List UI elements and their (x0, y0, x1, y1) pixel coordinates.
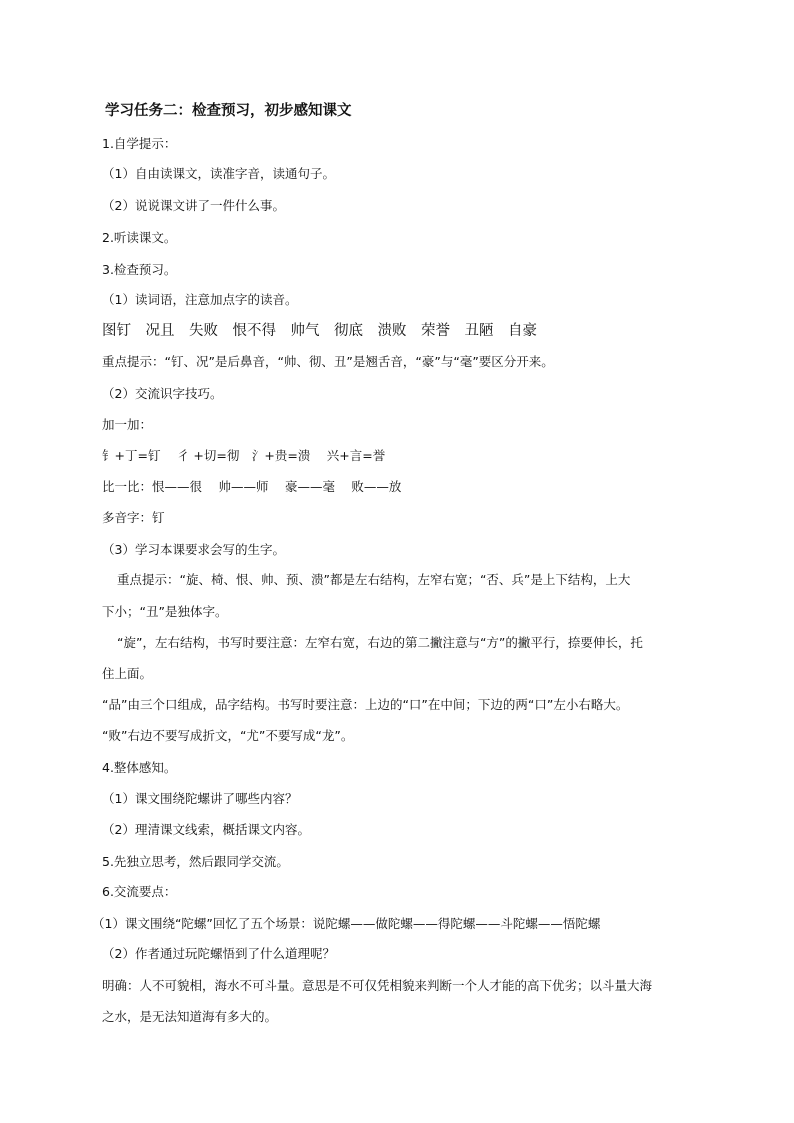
xuan-tip-line-2: 住上面。 (102, 666, 153, 681)
add-method-label: 加一加： (102, 417, 153, 432)
writing-tip-line-2: 下小；“丑”是独体字。 (102, 604, 228, 619)
polyphone-line: 多音字：钉 (102, 510, 165, 525)
step-1-item-1: （1）自由读课文，读准字音，读通句子。 (102, 166, 335, 181)
add-method-examples: 钅+丁=钉 彳 +切=彻 氵+贵=溃 兴+言=誉 (102, 448, 386, 463)
step-6-item-1: （1）课文围绕“陀螺”回忆了五个场景：说陀螺——做陀螺——得陀螺——斗陀螺——悟陀螺 (92, 916, 601, 931)
step-2-heading: 2.听读课文。 (102, 230, 177, 245)
step-3-item-3: （3）学习本课要求会写的生字。 (102, 542, 285, 557)
conclusion-line-1: 明确：人不可貌相，海水不可斗量。意思是不可仅凭相貌来判断一个人才能的高下优劣；以斗量大海 (102, 978, 653, 993)
step-4-heading: 4.整体感知。 (102, 760, 177, 775)
writing-tip-line-1: 重点提示：“旋、椅、恨、帅、预、溃”都是左右结构，左窄右宽；“否、兵”是上下结构，上大 (117, 572, 631, 587)
step-3-heading: 3.检查预习。 (102, 262, 177, 277)
step-4-item-1: （1）课文围绕陀螺讲了哪些内容？ (102, 791, 298, 806)
step-3-item-2: （2）交流识字技巧。 (102, 386, 223, 401)
step-1-heading: 1.自学提示： (102, 136, 177, 151)
step-4-item-2: （2）理清课文线索，概括课文内容。 (102, 822, 310, 837)
compare-examples: 比一比：恨——很 帅——师 豪——毫 败——放 (102, 479, 402, 494)
step-1-item-2: （2）说说课文讲了一件什么事。 (102, 198, 285, 213)
bai-tip: “败”右边不要写成折文，“尤”不要写成“龙”。 (102, 728, 354, 743)
step-5-heading: 5.先独立思考，然后跟同学交流。 (102, 854, 289, 869)
section-title: 学习任务二：检查预习，初步感知课文 (105, 103, 352, 119)
vocabulary-list: 图钉 况且 失败 恨不得 帅气 彻底 溃败 荣誉 丑陋 自豪 (102, 323, 537, 339)
xuan-tip-line-1: “旋”，左右结构，书写时要注意：左窄右宽，右边的第二撇注意与“方”的撇平行，捺要伸长，托 (117, 635, 643, 650)
conclusion-line-2: 之水，是无法知道海有多大的。 (102, 1009, 278, 1024)
step-3-item-1: （1）读词语，注意加点字的读音。 (102, 292, 298, 307)
step-6-heading: 6.交流要点： (102, 884, 177, 899)
step-6-item-2: （2）作者通过玩陀螺悟到了什么道理呢？ (102, 946, 335, 961)
pronunciation-tip: 重点提示：“钉、况”是后鼻音，“帅、彻、丑”是翘舌音，“豪”与“毫”要区分开来。 (102, 354, 554, 369)
pin-tip: “品”由三个口组成，品字结构。书写时要注意：上边的“口”在中间；下边的两“口”左小右略大。 (102, 697, 629, 712)
